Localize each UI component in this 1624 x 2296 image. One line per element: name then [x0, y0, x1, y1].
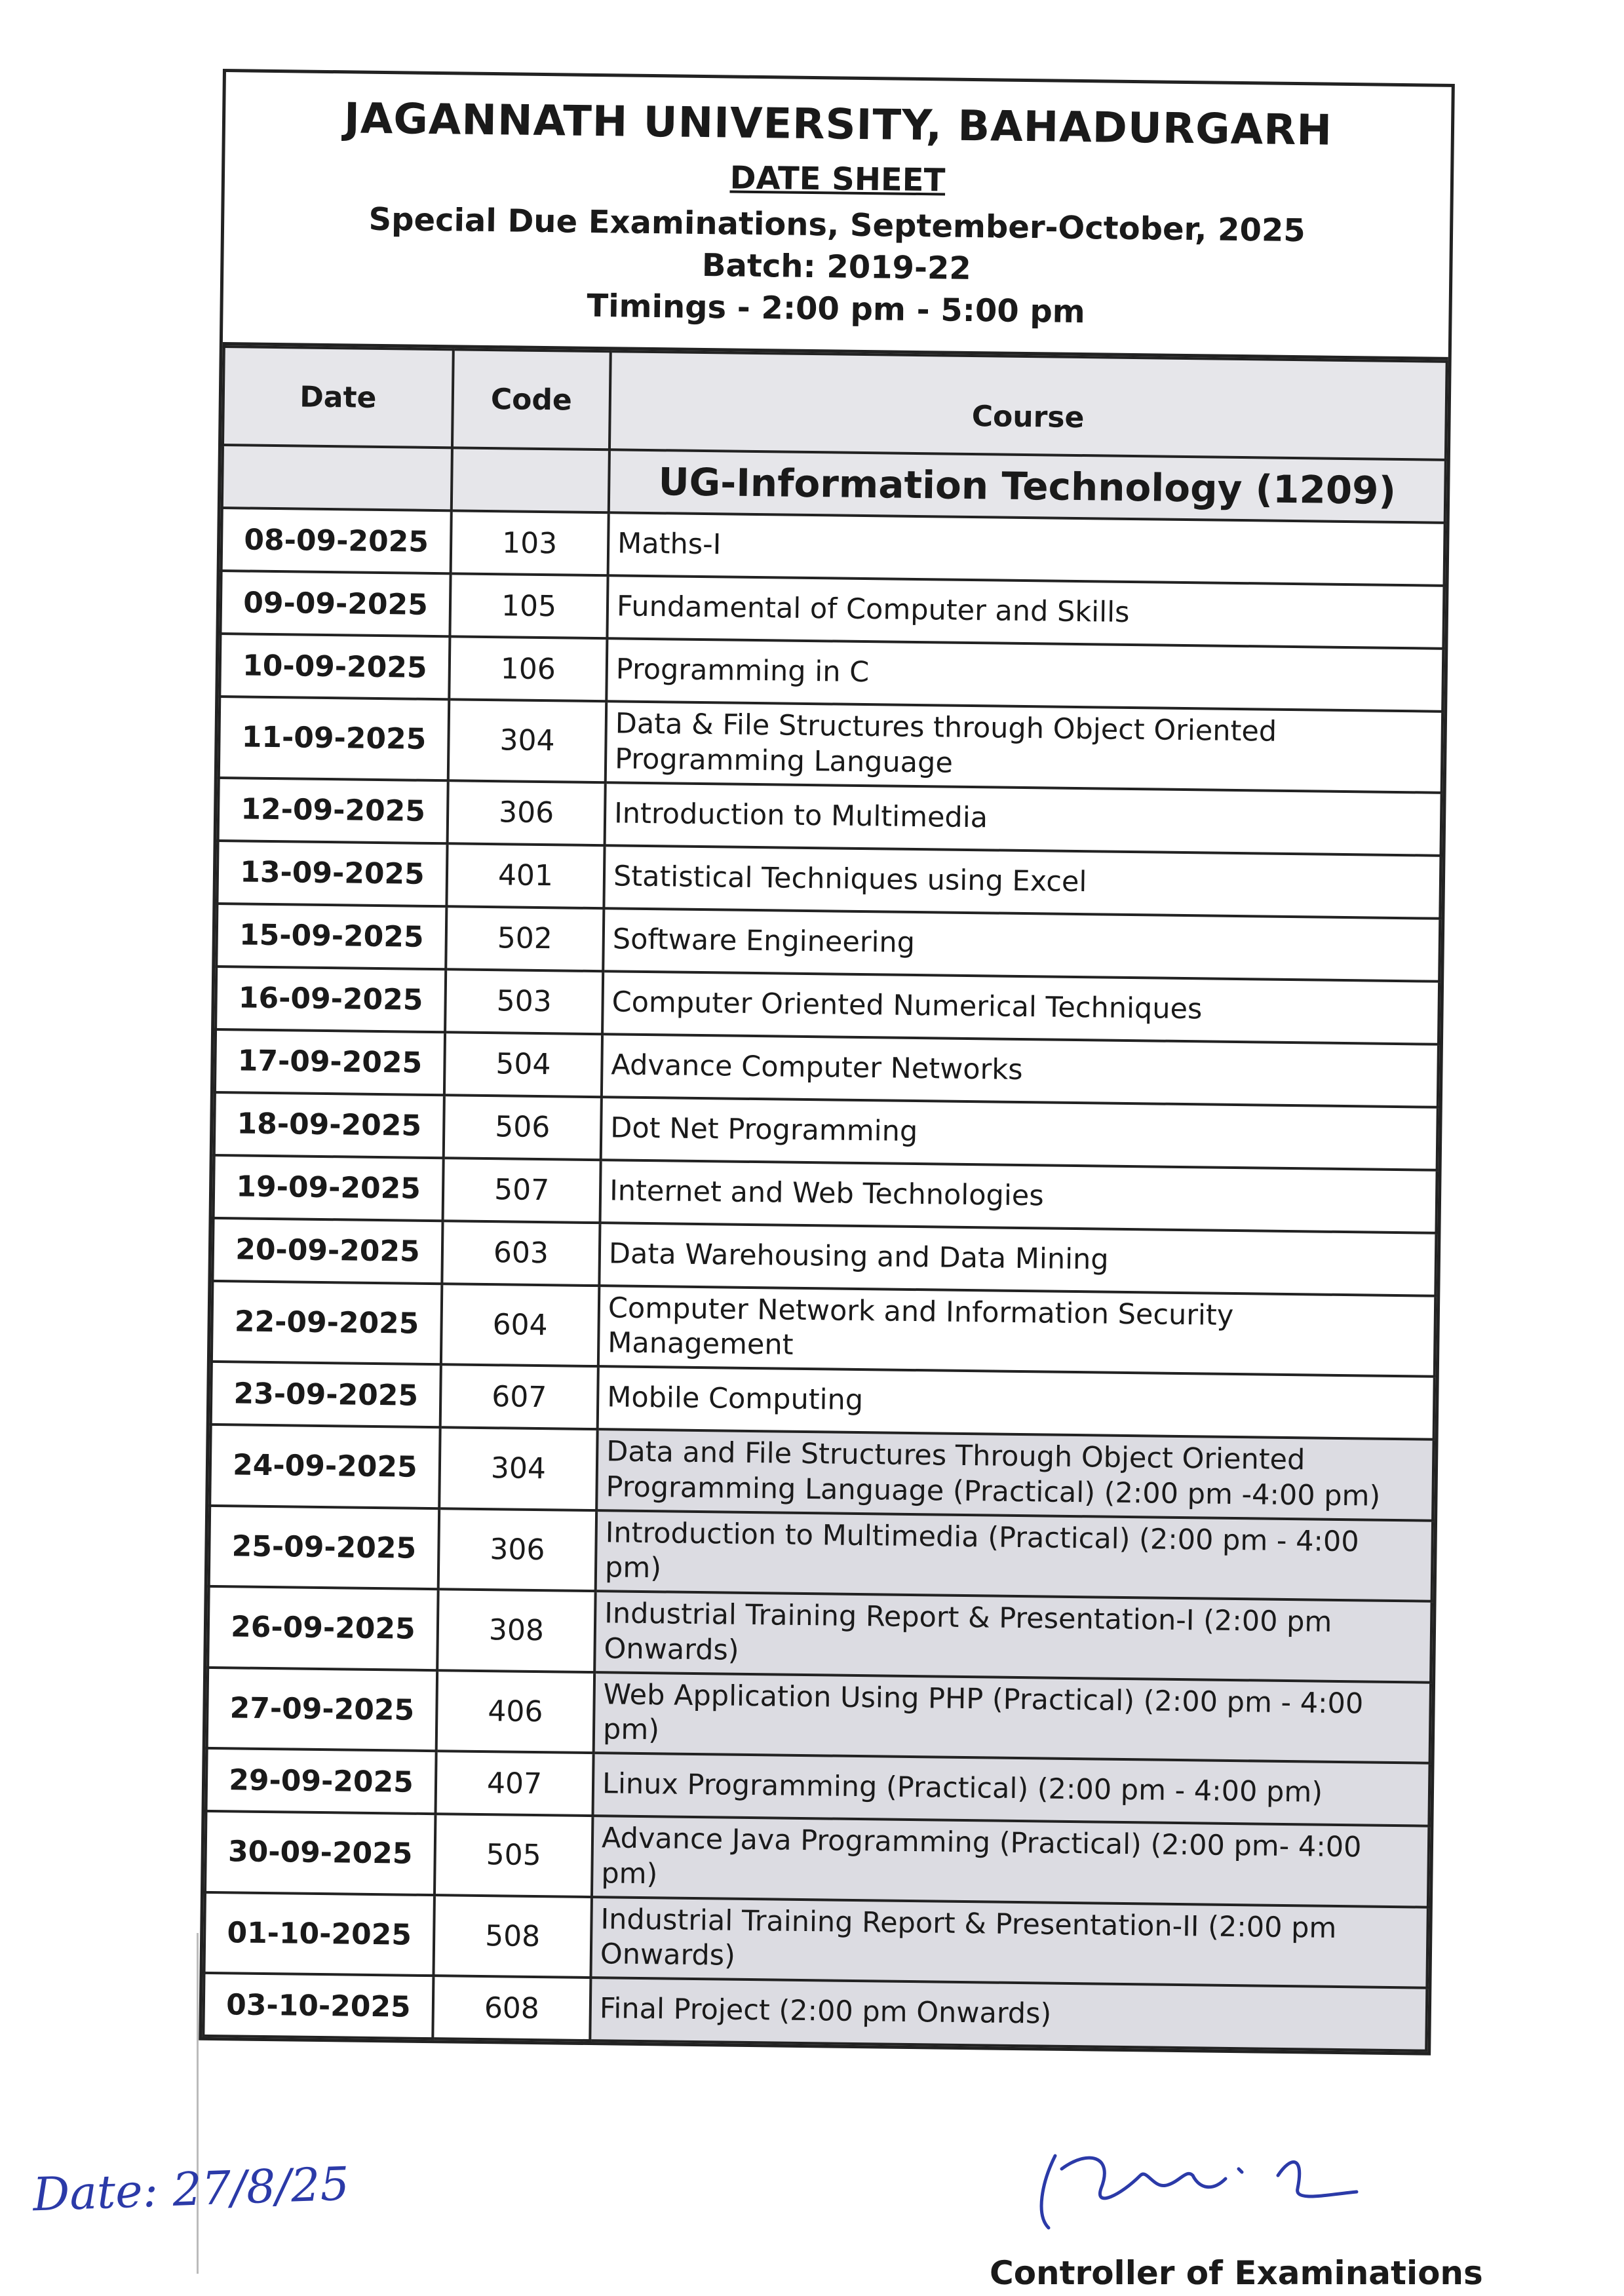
course-cell: Computer Oriented Numerical Techniques: [602, 971, 1439, 1044]
date-cell: 09-09-2025: [220, 571, 450, 636]
date-cell: 23-09-2025: [211, 1362, 441, 1427]
date-cell: 01-10-2025: [204, 1892, 434, 1976]
course-cell: Data Warehousing and Data Mining: [599, 1223, 1436, 1296]
table-row: [210, 1425, 1433, 1520]
date-cell: 08-09-2025: [222, 508, 452, 573]
course-cell: Web Application Using PHP (Practical) (2:00 pm - 4:00 pm): [594, 1672, 1431, 1763]
date-cell: 20-09-2025: [212, 1217, 442, 1283]
code-cell: 106: [449, 636, 607, 701]
code-cell: 604: [441, 1284, 599, 1366]
exam-schedule-table: [202, 345, 1448, 2052]
table-row: [212, 1280, 1435, 1376]
code-cell: 607: [440, 1364, 598, 1429]
date-cell: 11-09-2025: [219, 697, 449, 780]
date-cell: 15-09-2025: [216, 903, 446, 968]
course-cell: Software Engineering: [603, 908, 1440, 982]
scan-edge-line: [197, 1933, 199, 2274]
column-header-course: Course: [609, 351, 1447, 460]
course-cell: Data and File Structures Through Object Oriented Programming Language (Practical) (2:00 pm -4:00 pm): [596, 1429, 1433, 1520]
code-cell: 506: [444, 1095, 602, 1160]
course-cell: Mobile Computing: [598, 1366, 1435, 1440]
date-cell: 12-09-2025: [218, 778, 448, 843]
code-cell: 504: [444, 1032, 602, 1097]
signature-icon: [1016, 2130, 1383, 2248]
code-cell: 603: [442, 1221, 600, 1286]
code-cell: 406: [436, 1670, 594, 1753]
program-group-label: UG-Information Technology (1209): [609, 450, 1446, 523]
controller-of-examinations: Controller of Examinations: [990, 2254, 1483, 2292]
course-cell: Statistical Techniques using Excel: [604, 845, 1440, 919]
course-cell: Maths-I: [608, 512, 1445, 586]
code-cell: 306: [438, 1508, 596, 1591]
code-cell: 401: [446, 843, 604, 908]
code-cell: 304: [439, 1427, 597, 1510]
date-cell: 19-09-2025: [214, 1155, 444, 1220]
document-title: DATE SHEET: [729, 159, 946, 199]
course-cell: Industrial Training Report & Presentation-I (2:00 pm Onwards): [594, 1591, 1431, 1682]
code-cell: 308: [437, 1589, 595, 1672]
table-row: [209, 1505, 1433, 1601]
table-row: [208, 1586, 1431, 1682]
code-cell: 304: [448, 699, 606, 782]
table-row: [205, 1811, 1429, 1907]
code-cell: 407: [435, 1751, 593, 1816]
course-cell: Dot Net Programming: [601, 1097, 1438, 1170]
handwritten-date: Date: 27/8/25: [31, 2156, 351, 2222]
date-cell: 10-09-2025: [220, 634, 450, 699]
timings-label: Timings - 2:00 pm - 5:00 pm: [587, 287, 1086, 331]
code-cell: 508: [433, 1895, 591, 1978]
course-cell: Introduction to Multimedia (Practical) (2:00 pm - 4:00 pm): [596, 1510, 1433, 1601]
course-cell: Advance Computer Networks: [602, 1034, 1439, 1107]
date-cell: 03-10-2025: [203, 1973, 433, 2038]
date-cell: 26-09-2025: [208, 1586, 438, 1670]
table-row: [207, 1667, 1431, 1763]
date-cell: 18-09-2025: [214, 1092, 444, 1157]
column-header-date: Date: [223, 347, 454, 448]
course-cell: Computer Network and Information Security Management: [598, 1286, 1435, 1377]
date-cell: 30-09-2025: [205, 1811, 435, 1895]
group-row-empty-date: [222, 445, 452, 510]
code-cell: 306: [448, 780, 606, 845]
course-cell: Data & File Structures through Object Oriented Programming Language: [606, 701, 1442, 792]
code-cell: 503: [445, 969, 603, 1034]
course-cell: Programming in C: [606, 638, 1443, 712]
column-header-code: Code: [452, 349, 611, 450]
date-cell: 13-09-2025: [217, 840, 447, 906]
course-cell: Internet and Web Technologies: [600, 1160, 1437, 1233]
date-cell: 24-09-2025: [210, 1425, 440, 1508]
code-cell: 505: [435, 1814, 592, 1896]
code-cell: 608: [433, 1976, 590, 2040]
group-row-empty-code: [452, 448, 609, 512]
batch-label: Batch: 2019-22: [701, 246, 972, 287]
university-name: JAGANNATH UNIVERSITY, BAHADURGARH: [343, 94, 1333, 155]
course-cell: Fundamental of Computer and Skills: [607, 575, 1444, 649]
sheet-header: [223, 72, 1452, 360]
date-cell: 22-09-2025: [212, 1280, 442, 1364]
date-cell: 27-09-2025: [207, 1667, 437, 1751]
course-cell: Introduction to Multimedia: [605, 782, 1442, 856]
code-cell: 103: [451, 510, 609, 575]
date-cell: 25-09-2025: [209, 1505, 439, 1589]
table-row: [204, 1892, 1427, 1987]
date-cell: 16-09-2025: [216, 966, 446, 1031]
course-cell: Linux Programming (Practical) (2:00 pm - 4:00 pm): [592, 1753, 1429, 1826]
code-cell: 502: [446, 906, 604, 971]
date-cell: 29-09-2025: [206, 1748, 436, 1814]
date-cell: 17-09-2025: [215, 1029, 445, 1094]
course-cell: Industrial Training Report & Presentation-II (2:00 pm Onwards): [590, 1897, 1427, 1988]
course-cell: Advance Java Programming (Practical) (2:00 pm- 4:00 pm): [592, 1816, 1429, 1907]
signature-block: [983, 2130, 1507, 2293]
code-cell: 105: [450, 573, 608, 638]
exam-name: Special Due Examinations, September-October, 2025: [368, 201, 1306, 250]
course-cell: Final Project (2:00 pm Onwards): [590, 1978, 1427, 2051]
date-sheet: [199, 69, 1455, 2056]
code-cell: 507: [443, 1158, 601, 1223]
table-row: [219, 697, 1442, 792]
